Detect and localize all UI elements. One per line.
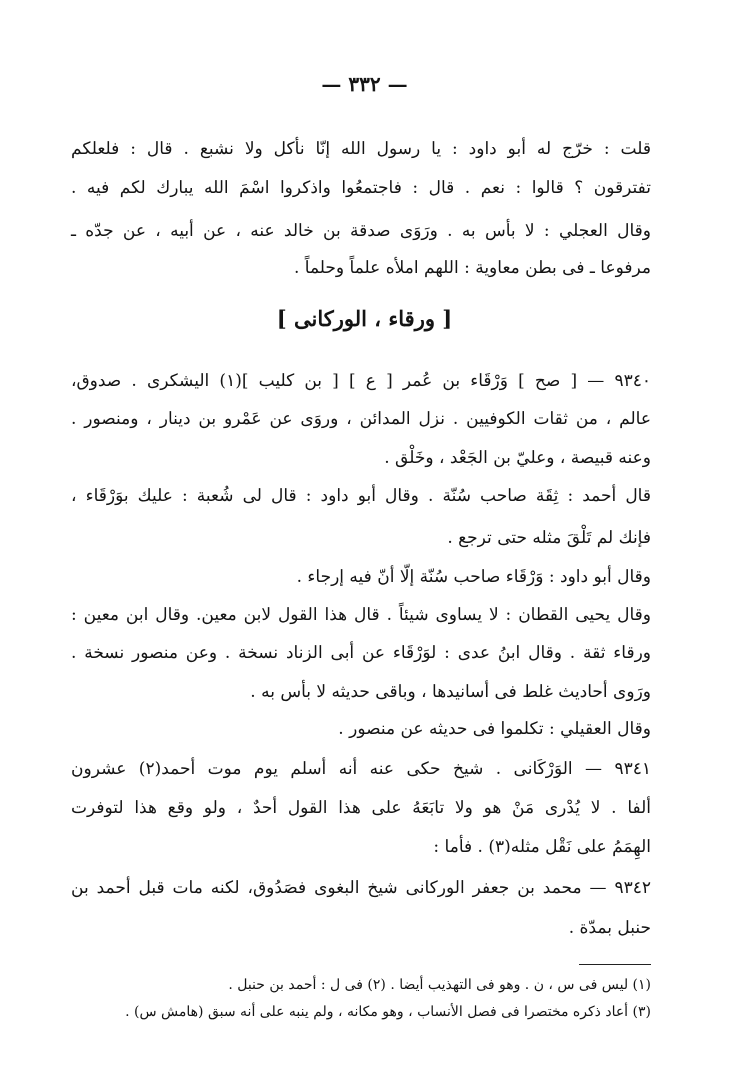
text-line: وقال العجلي : لا بأس به . ورَوَى صدقة بن خالد عنه ، عن أبيه ، عن جدّه ـ <box>71 221 651 241</box>
text-line: الهِمَمُ على نَقْل مثله(٣) . فأما : <box>433 837 651 857</box>
footnote: (١) ليس فى س ، ن . وهو فى التهذيب أيضا . (٢) فى ل : أحمد بن حنبل . <box>228 977 651 993</box>
text-line: تفترقون ؟ قالوا : نعم . قال : فاجتمعُوا واذكروا اسْمَ الله يبارك لكم فيه . <box>71 178 651 198</box>
text-line: وقال العقيلي : تكلموا فى حديثه عن منصور . <box>338 719 651 739</box>
page-number: — ٣٣٢ — <box>321 72 408 96</box>
text-line: وقال يحيى القطان : لا يساوى شيئاً . قال هذا القول لابن معين. وقال ابن معين : <box>71 605 651 625</box>
text-line: قال أحمد : ثِقَة صاحب سُنّة . وقال أبو داود : قال لى شُعبة : عليك بوَرْقَاء ، <box>71 486 651 506</box>
entry-9340: ٩٣٤٠ — [ صح ] وَرْقَاء بن عُمر [ ع ] [ بن كليب ](١) اليشكرى . صدوق، <box>71 371 652 391</box>
text-line: فإنك لم تَلْقَ مثله حتى ترجع . <box>447 528 651 548</box>
text-line: وعنه قبيصة ، وعليّ بن الجَعْد ، وخَلْق . <box>384 448 651 468</box>
entry-9341: ٩٣٤١ — الوَرْكَانى . شيخ حكى عنه أنه أسلم يوم موت أحمد(٢) عشرون <box>71 759 651 779</box>
entry-9342: ٩٣٤٢ — محمد بن جعفر الوركانى شيخ البغوى فصَدُوق، لكنه مات قبل أحمد بن <box>71 878 651 898</box>
text-line: عالم ، من ثقات الكوفيين . نزل المدائن ، وروَى عن عَمْرو بن دينار ، ومنصور . <box>71 409 651 429</box>
footnote: (٣) أعاد ذكره مختصرا فى فصل الأنساب ، وهو مكانه ، ولم ينبه على أنه سبق (هامش س) . <box>125 1004 651 1020</box>
text-line: ألفا . لا يُدْرى مَنْ هو ولا تابَعَهُ على هذا القول أحدٌ ، ولو وقع هذا لتوفرت <box>71 798 651 818</box>
section-heading: [ ورقاء ، الوركانى ] <box>276 306 453 331</box>
text-line: ورَوى أحاديث غلط فى أسانيدها ، وباقى حديثه لا بأس به . <box>250 682 651 702</box>
text-line: ورقاء ثقة . وقال ابنُ عدى : لوَرْقَاء عن أبى الزناد نسخة . وعن منصور نسخة . <box>71 643 651 663</box>
text-line: مرفوعا ـ فى بطن معاوية : اللهم املأه علماً وحلماً . <box>293 258 651 278</box>
footnote-separator <box>579 964 651 965</box>
text-line: قلت : خرّج له أبو داود : يا رسول الله إنّا نأكل ولا نشبع . قال : فلعلكم <box>71 139 651 159</box>
text-line: حنبل بمدّة . <box>568 918 651 938</box>
text-line: وقال أبو داود : وَرْقَاء صاحب سُنّة إلّا أنّ فيه إرجاء . <box>296 567 651 587</box>
